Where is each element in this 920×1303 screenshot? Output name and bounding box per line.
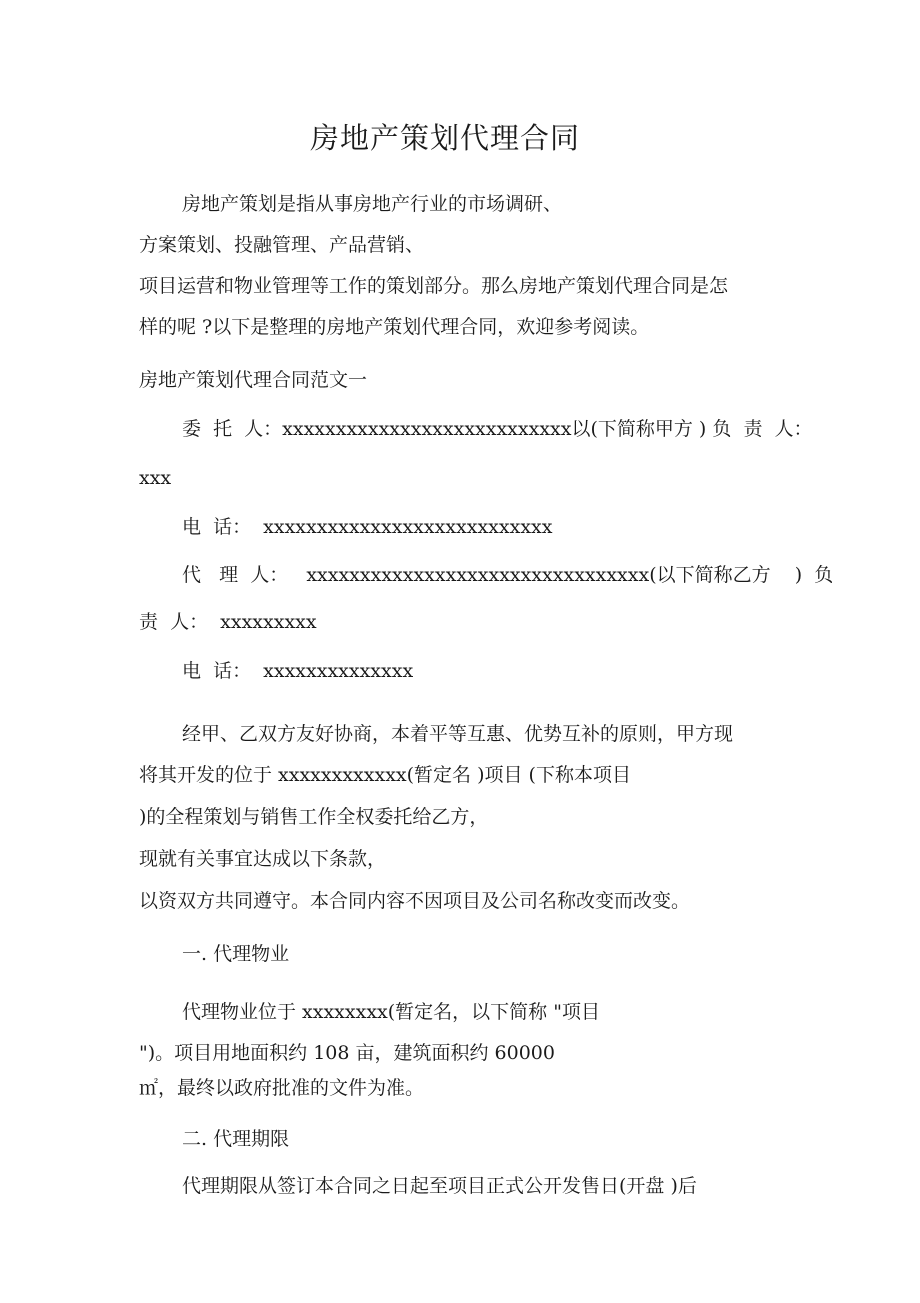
party-line: 委 托 人：xxxxxxxxxxxxxxxxxxxxxxxxxxx以(下简称甲方 ) 负 责 人： bbox=[182, 418, 813, 440]
document-title: 房地产策划代理合同 bbox=[309, 121, 580, 155]
paragraph-line: 方案策划、投融管理、产品营销、 bbox=[139, 234, 425, 256]
paragraph-line: 经甲、乙双方友好协商，本着平等互惠、优势互补的原则，甲方现 bbox=[182, 723, 734, 745]
section-heading: 一. 代理物业 bbox=[182, 943, 290, 965]
paragraph-line: 房地产策划是指从事房地产行业的市场调研、 bbox=[182, 193, 563, 215]
paragraph-line: 样的呢 ?以下是整理的房地产策划代理合同，欢迎参考阅读。 bbox=[139, 316, 650, 338]
paragraph-line: 现就有关事宜达成以下条款， bbox=[139, 848, 387, 870]
paragraph-line: 代理期限从签订本合同之日起至项目正式公开发售日(开盘 )后 bbox=[182, 1175, 697, 1197]
party-line: xxx bbox=[139, 467, 172, 489]
paragraph-line: 代理物业位于 xxxxxxxx(暂定名，以下简称 "项目 bbox=[182, 1001, 600, 1023]
paragraph-line: 项目运营和物业管理等工作的策划部分。那么房地产策划代理合同是怎 bbox=[139, 275, 729, 297]
party-line: 电 话： xxxxxxxxxxxxxx bbox=[182, 660, 414, 682]
paragraph-line: )的全程策划与销售工作全权委托给乙方， bbox=[139, 806, 489, 828]
paragraph-line: ㎡，最终以政府批准的文件为准。 bbox=[139, 1077, 425, 1099]
party-line: 责 人： xxxxxxxxx bbox=[139, 611, 317, 633]
party-line: 代 理 人： xxxxxxxxxxxxxxxxxxxxxxxxxxxxxxxx(以下简称乙方 ) 负 bbox=[182, 564, 834, 586]
section-heading: 房地产策划代理合同范文一 bbox=[139, 369, 368, 391]
section-heading: 二. 代理期限 bbox=[182, 1128, 290, 1150]
paragraph-line: 将其开发的位于 xxxxxxxxxxxx(暂定名 )项目 (下称本项目 bbox=[139, 764, 631, 786]
paragraph-line: ")。项目用地面积约 108 亩，建筑面积约 60000 bbox=[139, 1042, 555, 1064]
party-line: 电 话： xxxxxxxxxxxxxxxxxxxxxxxxxxx bbox=[182, 516, 553, 538]
paragraph-line: 以资双方共同遵守。本合同内容不因项目及公司名称改变而改变。 bbox=[139, 890, 691, 912]
